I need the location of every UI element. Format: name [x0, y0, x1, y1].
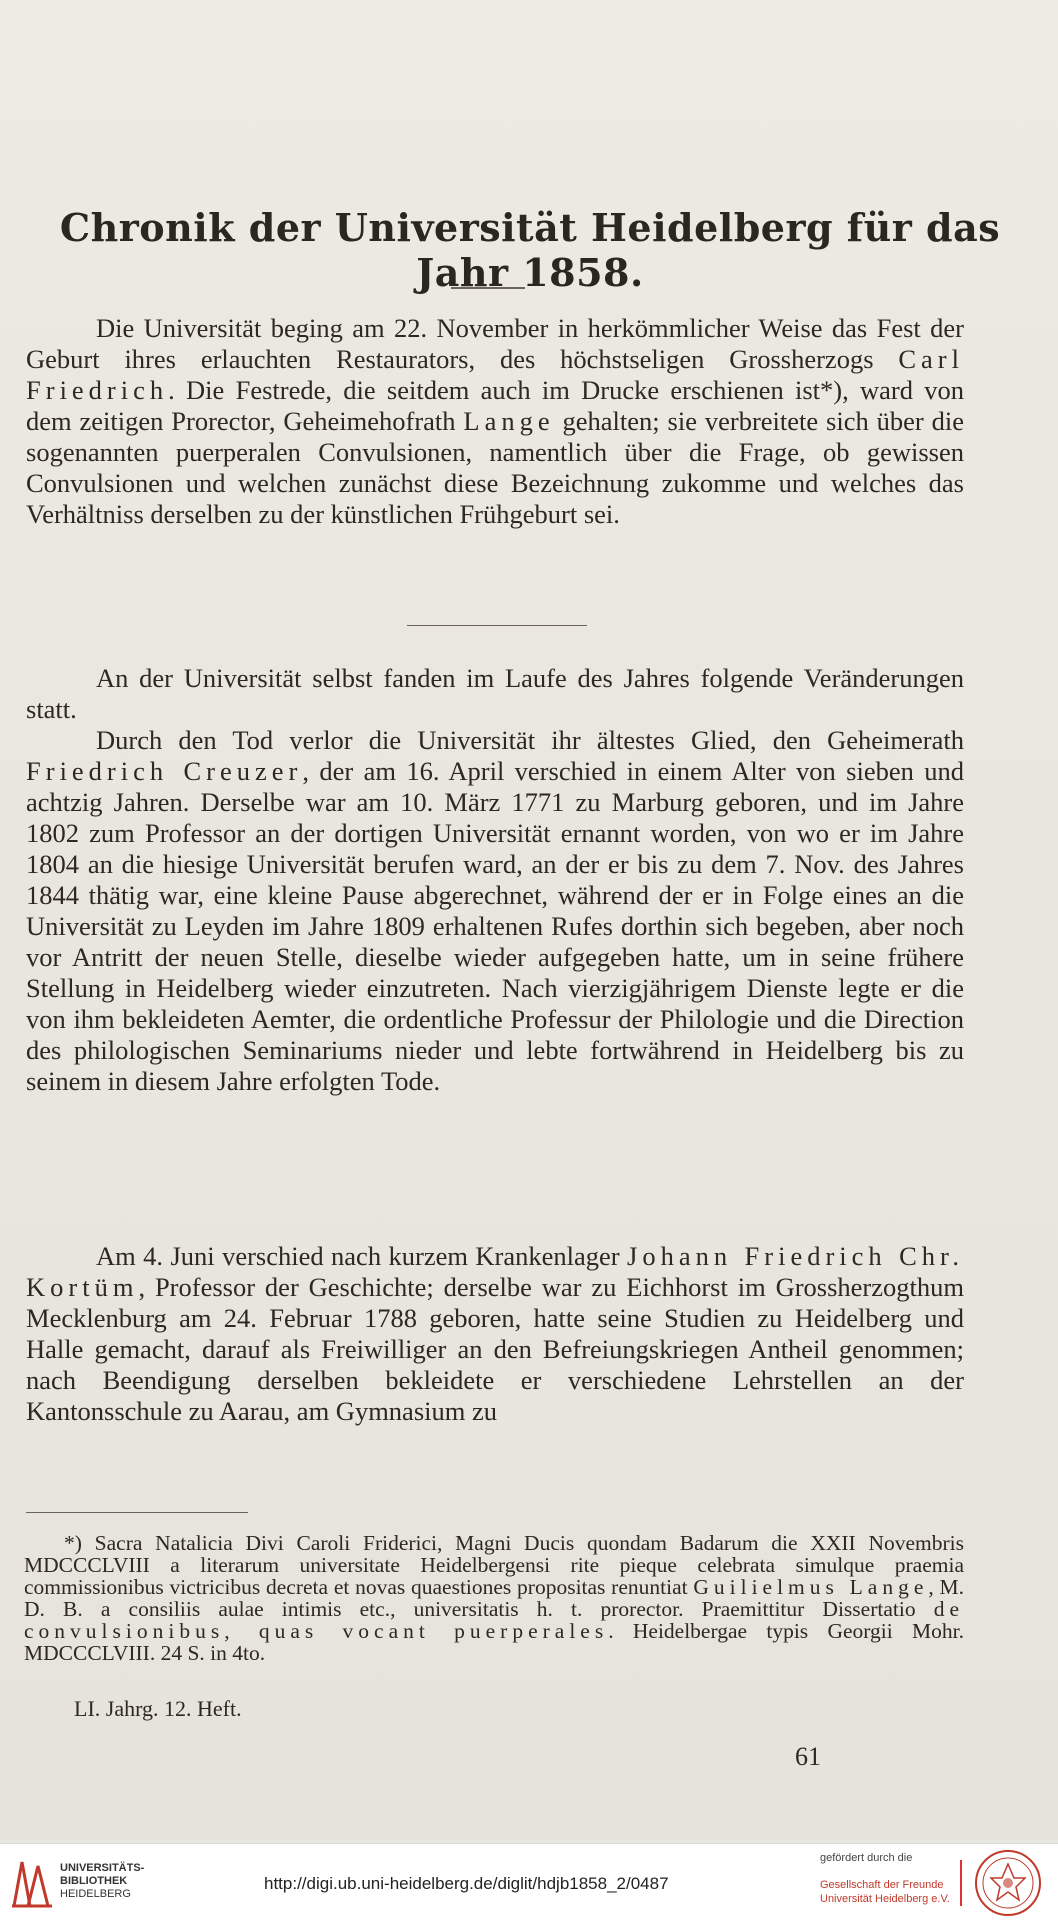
section-rule [407, 625, 587, 626]
library-line-3: HEIDELBERG [60, 1888, 131, 1900]
paragraph-kortuem [26, 1241, 964, 1427]
para2-text: An der Universität selbst fanden im Laufe des Jahres folgende Veränderungen statt. [26, 663, 964, 724]
footnote-text-c: . Heidelbergae typis Georgii Mohr. MDCCCLVIII. 24 S. in 4to. [24, 1619, 964, 1665]
university-seal-icon[interactable] [973, 1848, 1043, 1918]
paragraph-creuzer [26, 725, 964, 1097]
footnote-rule [26, 1512, 248, 1513]
dissertation-title: de convulsionibus, quas vocant puerperales [24, 1597, 964, 1643]
library-line-1: UNIVERSITÄTS- [60, 1862, 145, 1874]
paragraph-veraenderungen [26, 663, 964, 725]
library-logo-icon[interactable] [8, 1856, 54, 1910]
name-kortuem: Johann Friedrich Chr. Kortüm [26, 1241, 964, 1302]
para4-text-a: Am 4. Juni verschied nach kurzem Krankenlager [96, 1241, 628, 1271]
footer-divider [960, 1860, 962, 1906]
sponsor-name[interactable] [820, 1878, 950, 1906]
viewer-footer [0, 1843, 1058, 1922]
footnote [24, 1532, 964, 1664]
sponsor-line-2: Universität Heidelberg e.V. [820, 1893, 950, 1905]
page-title: Chronik der Universität Heidelberg für das Jahr 1858. [59, 205, 1001, 295]
sponsor-label: gefördert durch die [820, 1852, 913, 1864]
signature-mark: LI. Jahrg. 12. Heft. [74, 1696, 242, 1721]
footnote-text-b: , M. D. B. a consiliis aulae intimis etc., universitatis h. t. prorector. Praemittitur Dissertatio [24, 1575, 964, 1621]
name-guilielmus-lange: Guilielmus Lange [693, 1575, 929, 1599]
para1-text-c: gehalten; sie verbreitete sich über die sogenannten puerperalen Convulsionen, namentlich über die Frage, ob gewissen Convulsionen und welchen zunächst diese Bezeichnung zukomme und welches das Verhältniss derselben zu der künstlichen Frühgeburt sei. [26, 406, 964, 529]
paragraph-festrede [26, 313, 964, 530]
library-line-2: BIBLIOTHEK [60, 1875, 128, 1887]
name-carl-friedrich: Carl Friedrich [26, 344, 964, 405]
name-lange: Lange [463, 406, 555, 436]
footnote-text-a: *) Sacra Natalicia Divi Caroli Friderici, Magni Ducis quondam Badarum die XXII Novembris MDCCCLVIII a literarum universitate Heidelbergensi rite pieque celebrata simulque praemia commissionibus victricibus decreta et novas quaestiones propositas renuntiat [24, 1531, 964, 1599]
page-number: 61 [795, 1742, 821, 1771]
para3-text-b: , der am 16. April verschied in einem Alter von sieben und achtzig Jahren. Derselbe war am 10. März 1771 zu Marburg geboren, und im Jahre 1802 zum Professor an der dortigen Universität ernannt worden, von wo er im Jahre 1804 an die hiesige Universität berufen ward, an der er bis zu dem 7. Nov. des Jahres 1844 thätig war, eine kleine Pause abgerechnet, während der er in Folge eines an die Universität zu Leyden im Jahre 1809 erhaltenen Rufes dorthin sich begeben, aber noch vor Antritt der neuen Stelle, dieselbe wieder aufgegeben hatte, um in seine frühere Stellung in Heidelberg wieder einzutreten. Nach vierzigjährigem Dienste legte er die von ihm bekleideten Aemter, die ordentliche Professur der Philologie und die Direction des philologischen Seminariums nieder und lebte fortwährend in Heidelberg bis zu seinem in diesem Jahre erfolgten Tode. [26, 756, 964, 1096]
permalink-url[interactable]: http://digi.ub.uni-heidelberg.de/diglit/hdjb1858_2/0487 [264, 1874, 669, 1893]
para1-text-b: . Die Festrede, die seitdem auch im Drucke erschienen ist*), ward von dem zeitigen Prorector, Geheimehofrath [26, 375, 964, 436]
para1-text-a: Die Universität beging am 22. November in herkömmlicher Weise das Fest der Geburt ihres erlauchten Restaurators, des höchstseligen Grossherzogs [26, 313, 964, 374]
sponsor-line-1: Gesellschaft der Freunde [820, 1879, 944, 1891]
title-rule [451, 287, 525, 289]
name-friedrich-creuzer: Friedrich Creuzer [26, 756, 303, 786]
library-name [60, 1862, 144, 1901]
para3-text-a: Durch den Tod verlor die Universität ihr ältestes Glied, den Geheimerath [96, 725, 964, 755]
para4-text-b: , Professor der Geschichte; derselbe war zu Eichhorst im Grossherzogthum Mecklenburg am 24. Februar 1788 geboren, hatte seine Studien zu Heidelberg und Halle gemacht, darauf als Freiwilliger an den Befreiungskriegen Antheil genommen; nach Beendigung derselben bekleidete er verschiedene Lehrstellen an der Kantonsschule zu Aarau, am Gymnasium zu [26, 1272, 964, 1426]
